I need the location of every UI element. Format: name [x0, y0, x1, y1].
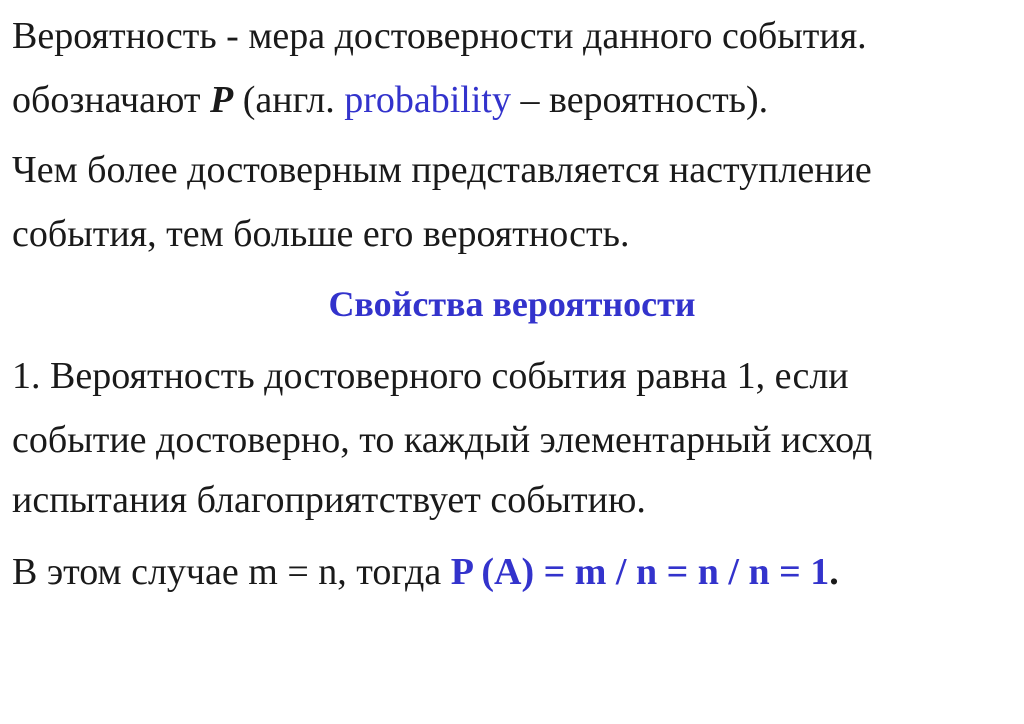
statement-line-1	[12, 148, 872, 192]
property-line-2	[12, 418, 872, 462]
property-text-3: испытания благоприятствует событию.	[12, 479, 646, 521]
formula-prefix: В этом случае m = n, тогда	[12, 551, 451, 593]
english-term: probability	[344, 79, 511, 121]
definition-text: Вероятность - мера достоверности данного события.	[12, 15, 867, 57]
notation-suffix: – вероятность).	[510, 79, 769, 121]
property-text-2: событие достоверно, то каждый элементарный исход	[12, 419, 873, 461]
formula-line	[12, 550, 839, 594]
statement-text-2: события, тем больше его вероятность.	[12, 213, 630, 255]
probability-symbol: P	[210, 79, 234, 121]
notation-prefix: обозначают	[12, 79, 210, 121]
probability-formula: P (A) = m / n = n / n = 1	[450, 551, 830, 593]
formula-period: .	[829, 551, 839, 593]
property-line-3	[12, 478, 646, 522]
property-text-1: 1. Вероятность достоверного события равна 1, если	[12, 355, 849, 397]
statement-line-2	[12, 212, 629, 256]
property-line-1	[12, 354, 849, 398]
definition-line-2	[12, 78, 768, 122]
statement-text-1: Чем более достоверным представляется наступление	[12, 149, 872, 191]
section-heading: Свойства вероятности	[328, 284, 696, 324]
definition-line-1	[12, 14, 867, 58]
notation-middle: (англ.	[233, 79, 345, 121]
